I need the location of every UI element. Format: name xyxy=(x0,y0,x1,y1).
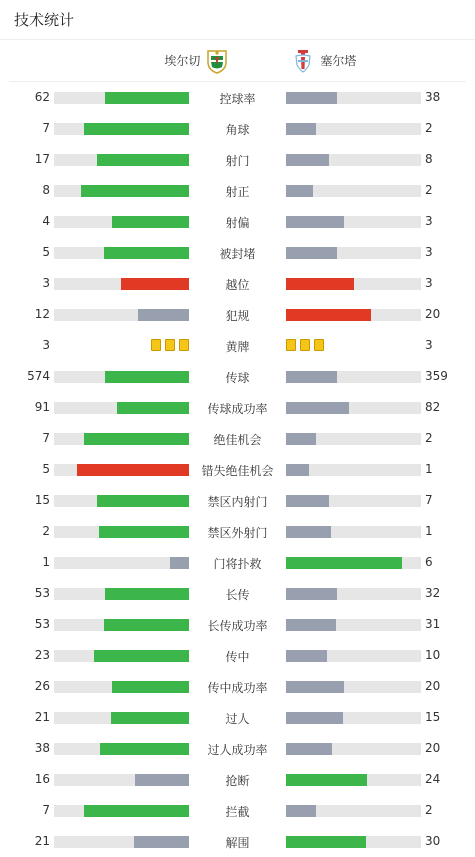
away-stat-bar-track xyxy=(286,557,421,569)
home-stat-bar-track xyxy=(54,309,189,321)
away-stat-bar-track xyxy=(286,402,421,414)
away-stat-value: 20 xyxy=(425,307,441,321)
yellow-card-icon xyxy=(179,339,189,351)
away-stat-value: 38 xyxy=(425,90,441,104)
stat-label: 绝佳机会 xyxy=(213,433,262,447)
home-stat-bar-fill xyxy=(84,433,189,445)
away-stat-bar-fill xyxy=(286,681,344,693)
home-stat-value: 26 xyxy=(34,679,50,693)
away-stat-bar-fill xyxy=(286,309,371,321)
away-stat-bar-track xyxy=(286,123,421,135)
away-stat-bar-track xyxy=(286,216,421,228)
home-stat-bar-track xyxy=(54,464,189,476)
stat-row xyxy=(0,671,475,702)
away-stat-value: 3 xyxy=(425,276,433,290)
stat-label: 长传 xyxy=(225,588,250,602)
home-stat-bar-fill xyxy=(134,836,189,848)
away-stat-bar-track xyxy=(286,247,421,259)
away-stat-value: 3 xyxy=(425,245,433,259)
yellow-card-icon xyxy=(300,339,310,351)
yellow-card-icon xyxy=(165,339,175,351)
stat-row xyxy=(0,175,475,206)
home-yellow-cards xyxy=(151,339,189,351)
home-stat-value: 7 xyxy=(42,121,50,135)
away-stat-bar-fill xyxy=(286,247,337,259)
home-stat-value: 574 xyxy=(27,369,50,383)
celta-crest-icon xyxy=(292,48,314,74)
home-stat-value: 23 xyxy=(34,648,50,662)
away-stat-bar-track xyxy=(286,681,421,693)
stat-row xyxy=(0,578,475,609)
stat-label: 禁区外射门 xyxy=(207,526,268,540)
away-stat-bar-track xyxy=(286,278,421,290)
away-stat-value: 3 xyxy=(425,214,433,228)
page-title: 技术统计 xyxy=(14,11,75,29)
away-stat-bar-track xyxy=(286,805,421,817)
home-stat-value: 3 xyxy=(42,276,50,290)
stat-label: 传中 xyxy=(225,650,250,664)
stat-row xyxy=(0,392,475,423)
home-stat-bar-track xyxy=(54,557,189,569)
away-stat-bar-track xyxy=(286,650,421,662)
away-stat-value: 2 xyxy=(425,183,433,197)
away-stat-value: 359 xyxy=(425,369,448,383)
home-stat-value: 8 xyxy=(42,183,50,197)
home-stat-bar-fill xyxy=(112,216,189,228)
home-stat-value: 4 xyxy=(42,214,50,228)
home-stat-bar-fill xyxy=(84,805,189,817)
stat-row xyxy=(0,423,475,454)
home-stat-bar-fill xyxy=(121,278,189,290)
away-stat-bar-fill xyxy=(286,526,331,538)
yellow-card-icon xyxy=(286,339,296,351)
home-stat-bar-fill xyxy=(94,650,189,662)
home-stat-value: 1 xyxy=(42,555,50,569)
away-stat-bar-fill xyxy=(286,371,337,383)
home-stat-bar-track xyxy=(54,154,189,166)
away-stat-bar-fill xyxy=(286,216,344,228)
home-stat-bar-fill xyxy=(84,123,189,135)
stat-row xyxy=(0,113,475,144)
home-stat-bar-fill xyxy=(111,712,189,724)
away-stat-bar-track xyxy=(286,185,421,197)
stat-label: 传球 xyxy=(225,371,250,385)
away-stat-value: 82 xyxy=(425,400,441,414)
home-stat-bar-fill xyxy=(97,495,189,507)
home-stat-bar-fill xyxy=(81,185,189,197)
stat-row xyxy=(0,206,475,237)
away-stat-bar-track xyxy=(286,309,421,321)
away-stat-bar-fill xyxy=(286,123,316,135)
away-stat-bar-fill xyxy=(286,619,336,631)
yellow-card-icon xyxy=(151,339,161,351)
stat-label: 门将扑救 xyxy=(213,557,262,571)
away-stat-bar-fill xyxy=(286,743,332,755)
away-stat-value: 15 xyxy=(425,710,441,724)
away-stat-value: 1 xyxy=(425,524,433,538)
home-stat-bar-track xyxy=(54,650,189,662)
home-stat-value: 7 xyxy=(42,803,50,817)
away-stat-bar-track xyxy=(286,495,421,507)
home-stat-bar-track xyxy=(54,278,189,290)
away-stat-bar-fill xyxy=(286,805,316,817)
stat-row xyxy=(0,485,475,516)
away-stat-value: 30 xyxy=(425,834,441,848)
home-stat-value: 53 xyxy=(34,617,50,631)
home-stat-bar-fill xyxy=(138,309,189,321)
away-stat-value: 10 xyxy=(425,648,441,662)
away-stat-bar-fill xyxy=(286,588,337,600)
home-stat-bar-fill xyxy=(104,619,189,631)
away-stat-bar-fill xyxy=(286,154,329,166)
away-stat-value: 2 xyxy=(425,803,433,817)
away-stat-bar-track xyxy=(286,464,421,476)
away-yellow-cards xyxy=(286,339,324,351)
stat-row xyxy=(0,795,475,826)
home-stat-bar-fill xyxy=(99,526,189,538)
stat-row xyxy=(0,826,475,857)
stat-label: 黄牌 xyxy=(225,340,250,354)
stat-row xyxy=(0,640,475,671)
away-stat-bar-fill xyxy=(286,92,337,104)
away-stat-bar-track xyxy=(286,154,421,166)
stat-label: 错失绝佳机会 xyxy=(201,464,274,478)
stat-row xyxy=(0,609,475,640)
stat-row xyxy=(0,702,475,733)
home-stat-bar-fill xyxy=(77,464,189,476)
home-stat-value: 53 xyxy=(34,586,50,600)
home-stat-bar-track xyxy=(54,619,189,631)
elche-crest-icon xyxy=(206,48,228,74)
away-stat-value: 31 xyxy=(425,617,441,631)
stat-label: 越位 xyxy=(225,278,250,292)
stat-row xyxy=(0,82,475,113)
away-stat-value: 8 xyxy=(425,152,433,166)
stat-row xyxy=(0,547,475,578)
home-stat-bar-track xyxy=(54,402,189,414)
stat-label: 射偏 xyxy=(225,216,250,230)
stat-row xyxy=(0,454,475,485)
home-stat-bar-fill xyxy=(135,774,189,786)
home-stat-bar-track xyxy=(54,433,189,445)
stat-label: 角球 xyxy=(225,123,250,137)
teams-header xyxy=(9,40,466,82)
home-stat-bar-track xyxy=(54,588,189,600)
home-stat-bar-track xyxy=(54,123,189,135)
away-stat-bar-track xyxy=(286,588,421,600)
yellow-card-icon xyxy=(314,339,324,351)
home-stat-value: 7 xyxy=(42,431,50,445)
away-team[interactable] xyxy=(292,40,356,81)
stat-label: 射门 xyxy=(225,154,250,168)
home-stat-bar-fill xyxy=(100,743,189,755)
stat-label: 过人成功率 xyxy=(207,743,268,757)
stat-label: 被封堵 xyxy=(219,247,256,261)
home-stat-bar-track xyxy=(54,681,189,693)
away-stat-bar-fill xyxy=(286,836,366,848)
home-stat-bar-track xyxy=(54,743,189,755)
stat-label: 拦截 xyxy=(225,805,250,819)
stats-header xyxy=(0,0,475,40)
away-stat-value: 24 xyxy=(425,772,441,786)
away-stat-bar-fill xyxy=(286,278,354,290)
stat-label: 控球率 xyxy=(219,92,256,106)
home-stat-bar-fill xyxy=(104,247,189,259)
away-stat-bar-track xyxy=(286,526,421,538)
away-stat-bar-fill xyxy=(286,433,316,445)
away-stat-bar-fill xyxy=(286,650,327,662)
home-team-name: 埃尔切 xyxy=(164,54,201,68)
home-stat-bar-track xyxy=(54,805,189,817)
stat-label: 传球成功率 xyxy=(207,402,268,416)
away-stat-bar-track xyxy=(286,712,421,724)
away-stat-bar-fill xyxy=(286,495,329,507)
stat-row xyxy=(0,516,475,547)
home-stat-bar-fill xyxy=(105,588,189,600)
home-stat-bar-track xyxy=(54,185,189,197)
stat-label: 禁区内射门 xyxy=(207,495,268,509)
away-stat-value: 2 xyxy=(425,431,433,445)
home-stat-value: 3 xyxy=(42,338,50,352)
away-stat-bar-track xyxy=(286,92,421,104)
home-stat-value: 21 xyxy=(34,834,50,848)
home-stat-bar-fill xyxy=(97,154,189,166)
away-stat-value: 1 xyxy=(425,462,433,476)
stats-list xyxy=(0,82,475,857)
away-stat-bar-fill xyxy=(286,557,402,569)
home-stat-bar-track xyxy=(54,247,189,259)
away-stat-bar-fill xyxy=(286,774,367,786)
home-stat-value: 5 xyxy=(42,462,50,476)
stat-row xyxy=(0,237,475,268)
home-stat-value: 16 xyxy=(34,772,50,786)
home-stat-bar-track xyxy=(54,774,189,786)
home-stat-value: 12 xyxy=(34,307,50,321)
away-stat-bar-fill xyxy=(286,712,343,724)
home-stat-value: 38 xyxy=(34,741,50,755)
stat-label: 射正 xyxy=(225,185,250,199)
stat-row xyxy=(0,764,475,795)
home-stat-bar-fill xyxy=(170,557,189,569)
stat-row xyxy=(0,299,475,330)
stat-label: 犯规 xyxy=(225,309,250,323)
away-stat-value: 3 xyxy=(425,338,433,352)
home-stat-value: 5 xyxy=(42,245,50,259)
home-stat-bar-track xyxy=(54,712,189,724)
stat-label: 长传成功率 xyxy=(207,619,268,633)
home-stat-value: 2 xyxy=(42,524,50,538)
stat-row xyxy=(0,330,475,361)
home-stat-bar-track xyxy=(54,526,189,538)
stat-row xyxy=(0,268,475,299)
away-stat-value: 20 xyxy=(425,679,441,693)
home-stat-value: 21 xyxy=(34,710,50,724)
away-stat-value: 2 xyxy=(425,121,433,135)
home-stat-value: 62 xyxy=(34,90,50,104)
away-stat-bar-track xyxy=(286,619,421,631)
home-stat-bar-track xyxy=(54,836,189,848)
away-team-name: 塞尔塔 xyxy=(320,54,357,68)
home-stat-bar-fill xyxy=(112,681,189,693)
away-stat-bar-track xyxy=(286,743,421,755)
home-stat-bar-fill xyxy=(105,92,189,104)
away-stat-bar-fill xyxy=(286,185,313,197)
home-stat-value: 17 xyxy=(34,152,50,166)
home-stat-bar-track xyxy=(54,92,189,104)
away-stat-bar-track xyxy=(286,836,421,848)
stat-label: 解围 xyxy=(225,836,250,850)
home-team[interactable] xyxy=(164,40,228,81)
away-stat-bar-track xyxy=(286,371,421,383)
away-stat-bar-fill xyxy=(286,402,349,414)
away-stat-value: 20 xyxy=(425,741,441,755)
away-stat-bar-track xyxy=(286,433,421,445)
home-stat-bar-fill xyxy=(105,371,189,383)
home-stat-bar-track xyxy=(54,216,189,228)
stat-label: 传中成功率 xyxy=(207,681,268,695)
stat-row xyxy=(0,144,475,175)
home-stat-value: 91 xyxy=(34,400,50,414)
away-stat-bar-fill xyxy=(286,464,309,476)
stat-label: 抢断 xyxy=(225,774,250,788)
home-stat-bar-fill xyxy=(117,402,189,414)
stat-row xyxy=(0,733,475,764)
home-stat-bar-track xyxy=(54,495,189,507)
stat-row xyxy=(0,361,475,392)
away-stat-bar-track xyxy=(286,774,421,786)
away-stat-value: 6 xyxy=(425,555,433,569)
stat-label: 过人 xyxy=(225,712,250,726)
home-stat-value: 15 xyxy=(34,493,50,507)
home-stat-bar-track xyxy=(54,371,189,383)
away-stat-value: 7 xyxy=(425,493,433,507)
away-stat-value: 32 xyxy=(425,586,441,600)
